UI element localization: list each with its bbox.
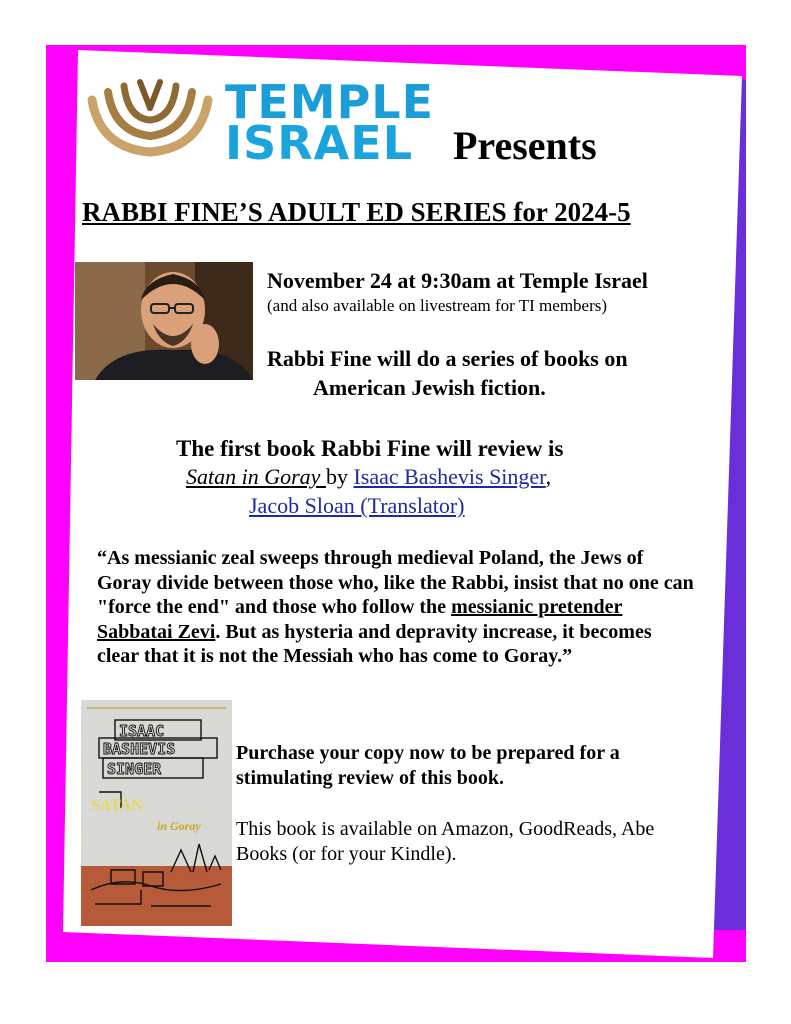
quote-part1: “As messianic zeal sweeps through medieval Poland, the Jews of Goray divide between those who, like the Rabbi, insist that no one can "force the end" and those who follow the	[97, 547, 694, 618]
presents-heading: Presents	[453, 123, 597, 168]
review-intro: The first book Rabbi Fine will review is	[176, 436, 564, 461]
comma-text: ,	[545, 464, 552, 489]
cover-author-line3: SINGER	[107, 760, 162, 778]
logo-word-israel: ISRAEL	[225, 116, 414, 170]
book-line	[186, 464, 551, 490]
sabbatai-zevi-link[interactable]: messianic pretender Sabbatai Zevi	[97, 596, 623, 643]
book-quote	[97, 546, 697, 669]
series-title: RABBI FINE’S ADULT ED SERIES for 2024-5	[82, 197, 631, 227]
translator-line	[249, 493, 465, 519]
series-description-line1: Rabbi Fine will do a series of books on	[267, 346, 628, 371]
menorah-logo-icon	[80, 70, 230, 165]
logo-word-temple: TEMPLE	[225, 75, 435, 129]
purchase-cta: Purchase your copy now to be prepared for a stimulating review of this book.	[236, 742, 620, 789]
book-title: Satan in Goray	[186, 464, 326, 489]
availability-note: This book is available on Amazon, GoodReads, Abe Books (or for your Kindle).	[236, 818, 655, 865]
quote-part2: . But as hysteria and depravity increase, it becomes clear that it is not the Messiah who has come to Goray.”	[97, 620, 652, 667]
series-description	[267, 344, 707, 402]
cover-title: SATAN	[91, 797, 143, 814]
livestream-note: (and also available on livestream for TI members)	[267, 296, 608, 315]
event-date-line: November 24 at 9:30am at Temple Israel	[267, 268, 648, 293]
by-text: by	[325, 464, 354, 489]
cover-subtitle: in Goray	[157, 819, 201, 833]
cover-author-line2: BASHEVIS	[103, 740, 176, 758]
rabbi-photo	[75, 262, 253, 380]
translator-link[interactable]: Jacob Sloan (Translator)	[249, 493, 465, 518]
book-cover	[81, 700, 232, 926]
cover-author-line1: ISAAC	[119, 722, 165, 740]
author-link[interactable]: Isaac Bashevis Singer	[353, 464, 546, 489]
series-description-line2: American Jewish fiction.	[313, 375, 546, 400]
